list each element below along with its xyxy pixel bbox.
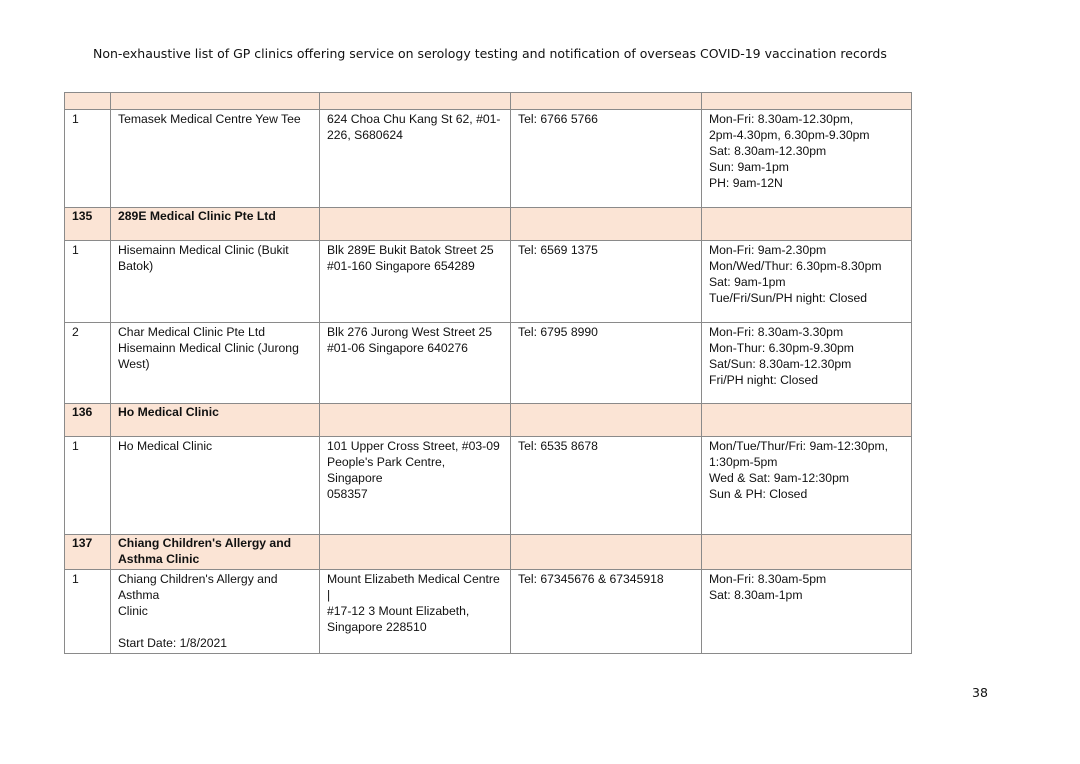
group-name: Ho Medical Clinic: [111, 404, 320, 437]
cell-blank: [511, 93, 702, 110]
cell-blank: [702, 404, 912, 437]
clinic-hours: Mon-Fri: 8.30am-12.30pm, 2pm-4.30pm, 6.30pm-9.30pm Sat: 8.30am-12.30pm Sun: 9am-1pm PH: 9am-12N: [702, 110, 912, 208]
start-date: Start Date: 1/8/2021: [118, 636, 228, 650]
table-row: [65, 570, 912, 654]
clinic-name: Hisemainn Medical Clinic (Bukit Batok): [111, 241, 320, 323]
group-number: 136: [65, 404, 111, 437]
clinic-address: Mount Elizabeth Medical Centre | #17-12 3 Mount Elizabeth, Singapore 228510: [320, 570, 511, 654]
cell-blank: [320, 93, 511, 110]
group-number: 137: [65, 535, 111, 570]
table-row: [65, 437, 912, 535]
row-number: 2: [65, 323, 111, 404]
group-name: 289E Medical Clinic Pte Ltd: [111, 208, 320, 241]
clinic-hours: Mon/Tue/Thur/Fri: 9am-12:30pm, 1:30pm-5pm Wed & Sat: 9am-12:30pm Sun & PH: Closed: [702, 437, 912, 535]
row-number: 1: [65, 437, 111, 535]
group-row: [65, 535, 912, 570]
cell-blank: [320, 535, 511, 570]
table-header-row: [65, 93, 912, 110]
clinic-address: Blk 276 Jurong West Street 25 #01-06 Singapore 640276: [320, 323, 511, 404]
table-row: [65, 323, 912, 404]
row-number: 1: [65, 110, 111, 208]
group-row: [65, 404, 912, 437]
cell-blank: [702, 535, 912, 570]
group-number: 135: [65, 208, 111, 241]
clinic-phone: Tel: 67345676 & 67345918: [511, 570, 702, 654]
clinic-hours: Mon-Fri: 9am-2.30pm Mon/Wed/Thur: 6.30pm-8.30pm Sat: 9am-1pm Tue/Fri/Sun/PH night: Closed: [702, 241, 912, 323]
clinic-phone: Tel: 6535 8678: [511, 437, 702, 535]
cell-blank: [65, 93, 111, 110]
cell-blank: [511, 535, 702, 570]
table-row: [65, 110, 912, 208]
clinic-hours: Mon-Fri: 8.30am-5pm Sat: 8.30am-1pm: [702, 570, 912, 654]
clinic-name: Temasek Medical Centre Yew Tee: [111, 110, 320, 208]
clinic-address: Blk 289E Bukit Batok Street 25 #01-160 Singapore 654289: [320, 241, 511, 323]
cell-blank: [320, 404, 511, 437]
clinic-name: Ho Medical Clinic: [111, 437, 320, 535]
clinic-table: [64, 92, 912, 654]
clinic-address: 101 Upper Cross Street, #03-09 People's Park Centre, Singapore 058357: [320, 437, 511, 535]
clinic-address: 624 Choa Chu Kang St 62, #01- 226, S680624: [320, 110, 511, 208]
clinic-phone: Tel: 6795 8990: [511, 323, 702, 404]
cell-blank: [320, 208, 511, 241]
row-number: 1: [65, 241, 111, 323]
row-number: 1: [65, 570, 111, 654]
cell-blank: [511, 208, 702, 241]
cell-blank: [702, 208, 912, 241]
clinic-phone: Tel: 6569 1375: [511, 241, 702, 323]
document-title: Non-exhaustive list of GP clinics offering service on serology testing and notification of overseas COVID-19 vaccination records: [93, 46, 887, 61]
group-row: [65, 208, 912, 241]
table-row: [65, 241, 912, 323]
cell-blank: [111, 93, 320, 110]
cell-blank: [511, 404, 702, 437]
clinic-name: Chiang Children's Allergy and Asthma Clinic: [118, 572, 278, 618]
clinic-phone: Tel: 6766 5766: [511, 110, 702, 208]
clinic-name-cell: [111, 570, 320, 654]
clinic-hours: Mon-Fri: 8.30am-3.30pm Mon-Thur: 6.30pm-9.30pm Sat/Sun: 8.30am-12.30pm Fri/PH night: Closed: [702, 323, 912, 404]
clinic-name: Char Medical Clinic Pte Ltd Hisemainn Medical Clinic (Jurong West): [111, 323, 320, 404]
cell-blank: [702, 93, 912, 110]
page-number: 38: [972, 685, 988, 700]
group-name: Chiang Children's Allergy and Asthma Clinic: [111, 535, 320, 570]
